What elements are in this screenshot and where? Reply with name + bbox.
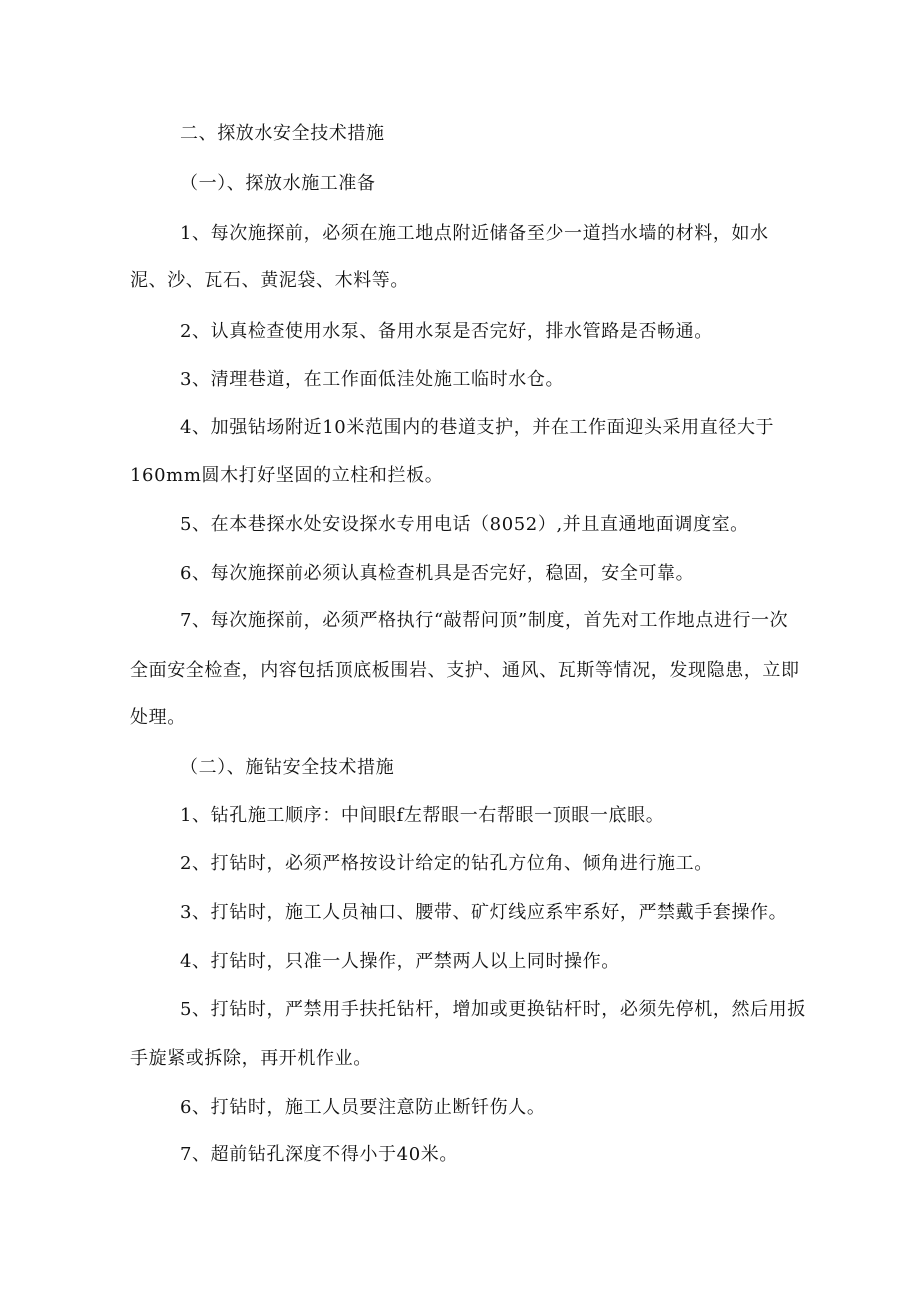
paragraph-line: 1、钻孔施工顺序：中间眼f左帮眼一右帮眼一顶眼一底眼。: [180, 805, 665, 826]
paragraph-line: 160mm圆木打好坚固的立柱和拦板。: [130, 465, 444, 486]
paragraph-line: 6、打钻时，施工人员要注意防止断钎伤人。: [180, 1097, 546, 1118]
paragraph-line: 5、在本巷探水处安设探水专用电话（8052）,并且直通地面调度室。: [180, 514, 749, 535]
paragraph-line: 4、加强钻场附近10米范围内的巷道支护，并在工作面迎头采用直径大于: [180, 417, 775, 438]
paragraph-line: 2、打钻时，必须严格按设计给定的钻孔方位角、倾角进行施工。: [180, 853, 713, 874]
paragraph-line: 1、每次施探前，必须在施工地点附近储备至少一道挡水墙的材料，如水: [180, 223, 769, 244]
paragraph-line: 3、清理巷道，在工作面低洼处施工临时水仓。: [180, 369, 565, 390]
section-title: （一）、探放水施工准备: [180, 173, 376, 194]
paragraph-line: 全面安全检查，内容包括顶底板围岩、支护、通风、瓦斯等情况，发现隐患，立即: [130, 660, 800, 681]
paragraph-line: 手旋紧或拆除，再开机作业。: [130, 1048, 372, 1069]
paragraph-line: 6、每次施探前必须认真检查机具是否完好，稳固，安全可靠。: [180, 563, 695, 584]
section-title: （二）、施钻安全技术措施: [180, 757, 395, 778]
paragraph-line: 5、打钻时，严禁用手扶托钻杆，增加或更换钻杆时，必须先停机，然后用扳: [180, 999, 806, 1020]
paragraph-line: 2、认真检查使用水泵、备用水泵是否完好，排水管路是否畅通。: [180, 321, 713, 342]
paragraph-line: 泥、沙、瓦石、黄泥袋、木料等。: [130, 270, 409, 291]
document-heading: 二、探放水安全技术措施: [180, 123, 385, 144]
paragraph-line: 处理。: [130, 707, 186, 728]
paragraph-line: 7、每次施探前，必须严格执行“敲帮问顶”制度，首先对工作地点进行一次: [180, 610, 789, 631]
paragraph-line: 4、打钻时，只准一人操作，严禁两人以上同时操作。: [180, 951, 620, 972]
paragraph-line: 3、打钻时，施工人员袖口、腰带、矿灯线应系牢系好，严禁戴手套操作。: [180, 902, 788, 923]
paragraph-line: 7、超前钻孔深度不得小于40米。: [180, 1144, 458, 1165]
